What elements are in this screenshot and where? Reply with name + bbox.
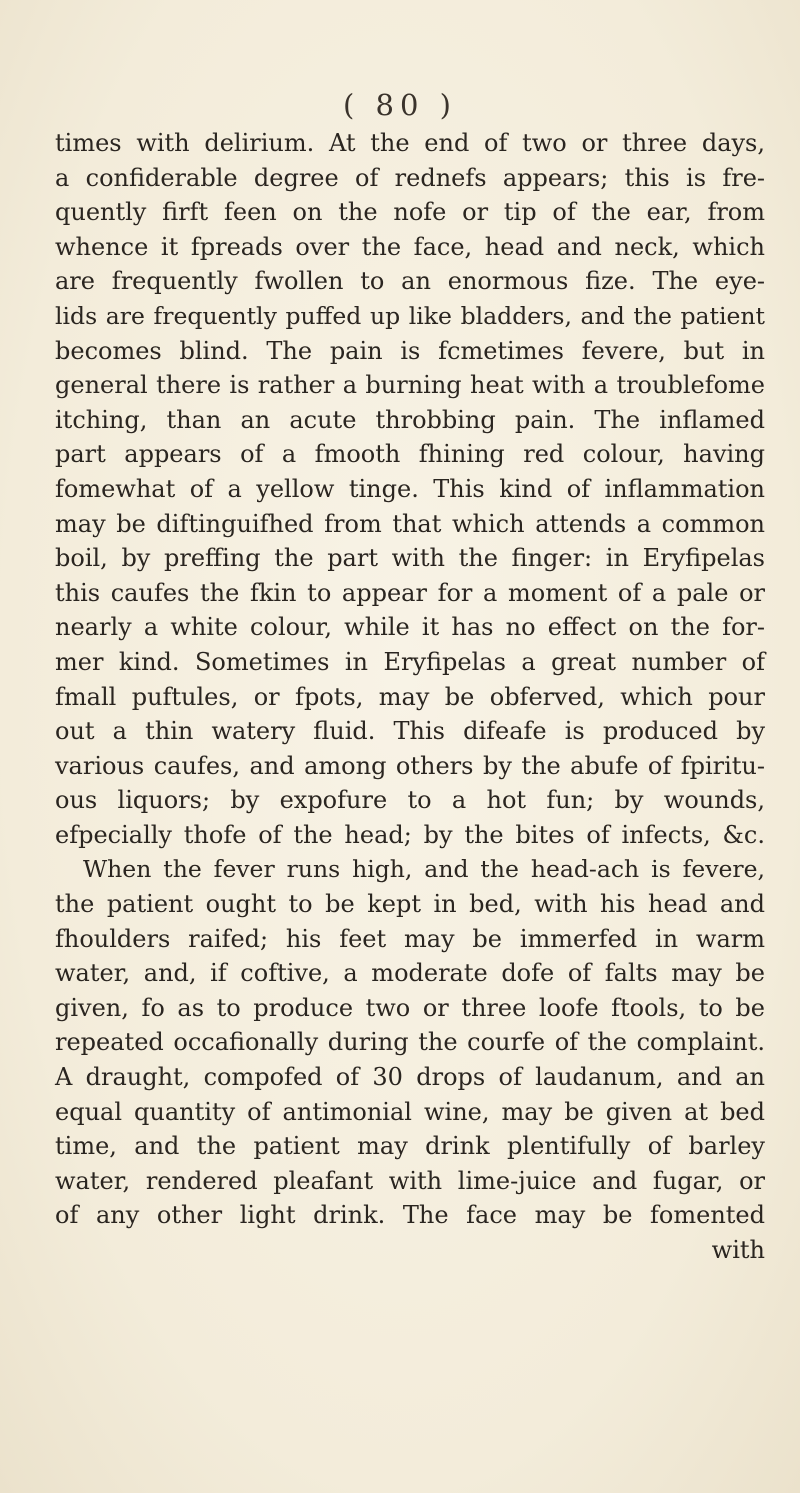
page-number-header: ( 80 ): [343, 88, 457, 122]
text-line: the patient ought to be kept in bed, with his head and: [55, 890, 765, 919]
text-line: various caufes, and among others by the abufe of fpiritu-: [55, 751, 765, 780]
text-line: itching, than an acute throbbing pain. The inflamed: [55, 405, 765, 434]
text-line: given, fo as to produce two or three loofe ftools, to be: [55, 993, 765, 1022]
text-line: ous liquors; by expofure to a hot fun; by wounds,: [55, 786, 765, 815]
text-line: repeated occafionally during the courfe of the complaint.: [55, 1028, 765, 1057]
text-line: may be diftinguifhed from that which attends a common: [55, 509, 765, 538]
text-line: part appears of a fmooth fhining red colour, having: [55, 440, 765, 469]
text-line: quently firft feen on the nofe or tip of the ear, from: [55, 198, 765, 227]
text-line: this caufes the fkin to appear for a moment of a pale or: [55, 578, 765, 607]
text-line: becomes blind. The pain is fcmetimes fevere, but in: [55, 336, 765, 365]
text-line: are frequently fwollen to an enormous fize. The eye-: [55, 267, 765, 296]
text-line: nearly a white colour, while it has no effect on the for-: [55, 613, 765, 642]
text-line: water, rendered pleafant with lime-juice and fugar, or: [55, 1166, 765, 1195]
text-line: boil, by preffing the part with the finger: in Eryfipelas: [55, 544, 765, 573]
text-line: mer kind. Sometimes in Eryfipelas a great number of: [55, 647, 765, 676]
catchword: with: [711, 1236, 765, 1264]
text-line: time, and the patient may drink plentifully of barley: [55, 1132, 765, 1161]
text-line: fhoulders raifed; his feet may be immerfed in warm: [55, 924, 765, 953]
text-line: A draught, compofed of 30 drops of laudanum, and an: [55, 1063, 765, 1092]
text-line: lids are frequently puffed up like bladders, and the patient: [55, 301, 765, 330]
body-text: [55, 126, 765, 1268]
text-line: of any other light drink. The face may be fomented: [55, 1201, 765, 1230]
text-line: When the fever runs high, and the head-ach is fevere,: [83, 855, 765, 884]
text-line: water, and, if coftive, a moderate dofe of falts may be: [55, 959, 765, 988]
text-line: efpecially thofe of the head; by the bites of infects, &c.: [55, 820, 765, 849]
text-line: out a thin watery fluid. This difeafe is produced by: [55, 717, 765, 746]
text-line: fomewhat of a yellow tinge. This kind of inflammation: [55, 474, 765, 503]
text-line: times with delirium. At the end of two or three days,: [55, 129, 765, 157]
text-line: equal quantity of antimonial wine, may be given at bed: [55, 1097, 765, 1126]
text-line: fmall puftules, or fpots, may be obferved, which pour: [55, 682, 765, 711]
text-line: whence it fpreads over the face, head and neck, which: [55, 232, 765, 261]
text-line: a confiderable degree of rednefs appears; this is fre-: [55, 163, 765, 192]
text-line: general there is rather a burning heat with a troublefome: [55, 371, 765, 400]
